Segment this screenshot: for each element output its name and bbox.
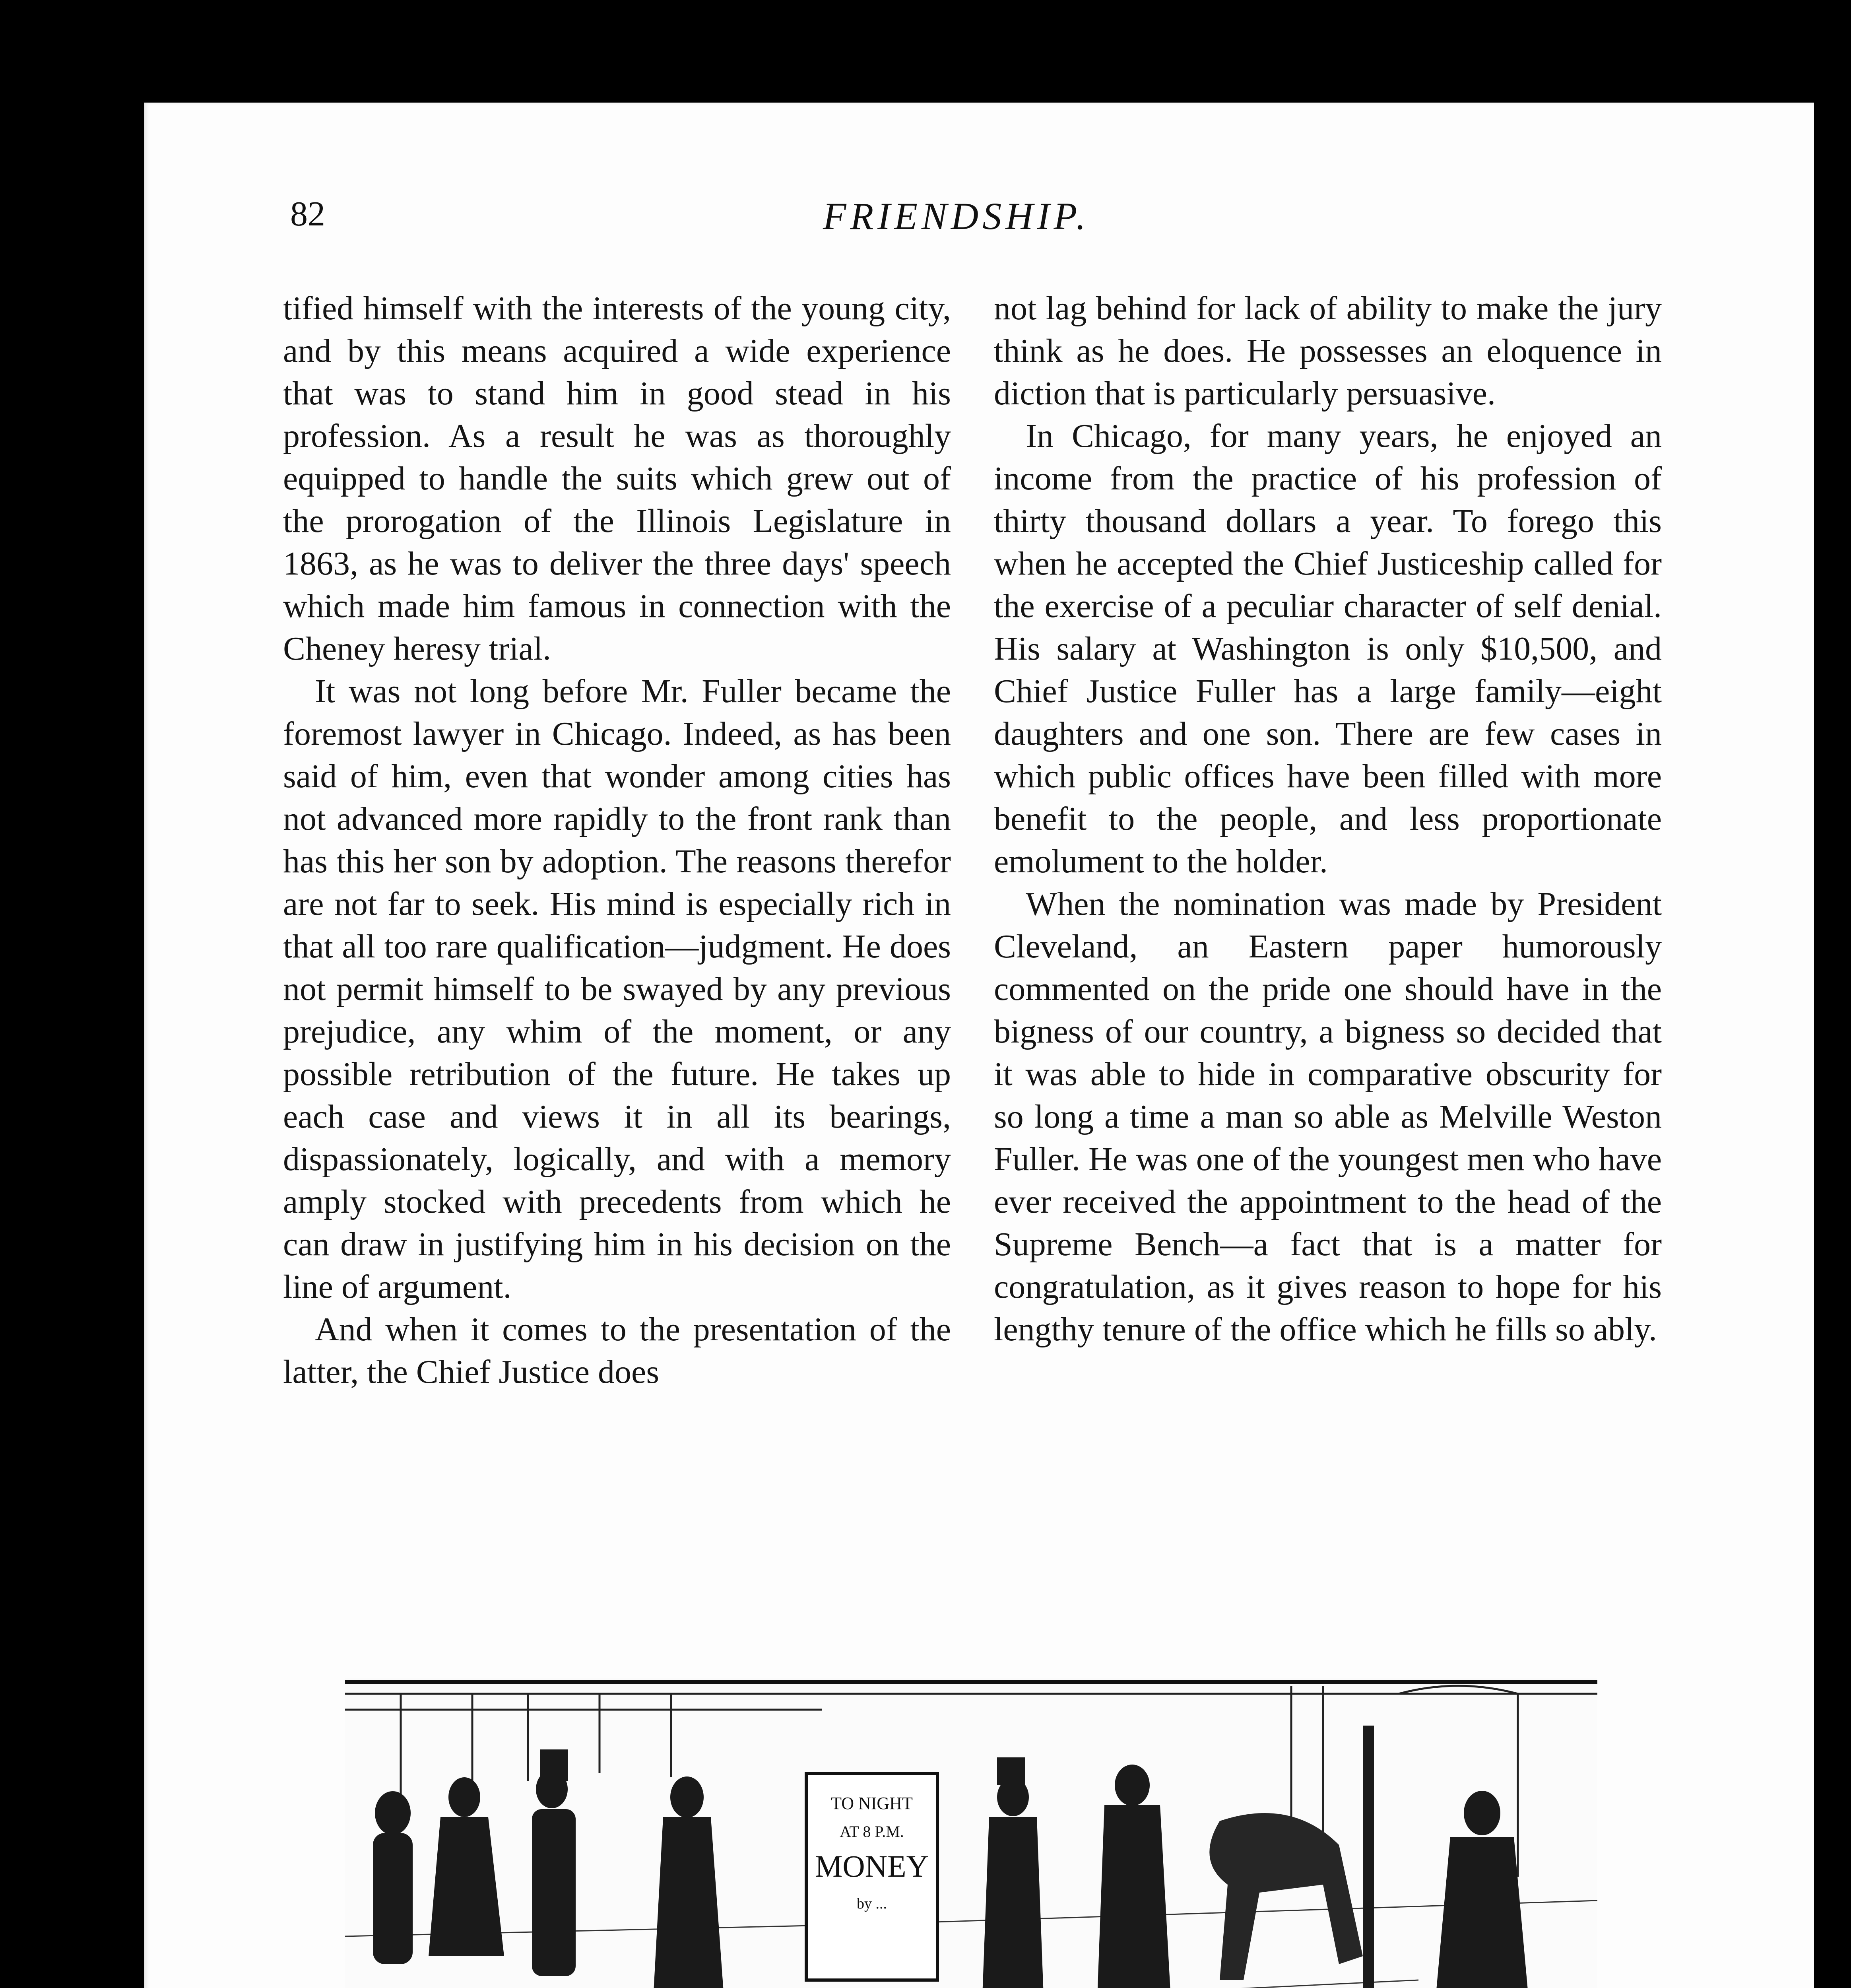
sign-text-4: by ... <box>857 1895 887 1912</box>
right-column <box>994 287 1662 1351</box>
sign-text-1: TO NIGHT <box>831 1794 913 1813</box>
paragraph: It was not long before Mr. Fuller became the foremost lawyer in Chicago. Indeed, as has been said of him, even that wonder among cities has not advanced more rapidly to the front rank than has this her son by adoption. The reasons therefor are not far to seek. His mind is especially rich in that all too rare qualification—judgment. He does not permit himself to be swayed by any previous prejudice, any whim of the moment, or any possible retribution of the future. He takes up each case and views it in all its bearings, dispassionately, logically, and with a memory amply stocked with precedents from which he can draw in justifying him in his decision on the line of argument. <box>283 673 951 1305</box>
page-number: 82 <box>290 195 325 233</box>
paragraph: When the nomination was made by President Cleveland, an Eastern paper humorously commented on the pride one should have in the bigness of our country, a bigness so decided that it was able to hide in comparative obscurity for so long a time a man so able as Melville Weston Fuller. He was one of the youngest men who have ever received the appointment to the head of the Supreme Bench—a fact that is a matter for congratulation, as it gives reason to hope for his lengthy tenure of the office which he fills so ably. <box>994 885 1662 1348</box>
street-scene-illustration <box>345 1678 1597 1988</box>
running-title: FRIENDSHIP. <box>823 195 1090 237</box>
paragraph: tified himself with the interests of the young city, and by this means acquired a wide experience that was to stand him in good stead in his profession. As a result he was as thoroughly equipped to handle the suits which grew out of the prorogation of the Illinois Legislature in 1863, as he was to deliver the three days' speech which made him famous in connection with the Cheney heresy trial. <box>283 290 951 667</box>
paragraph: In Chicago, for many years, he enjoyed an income from the practice of his profession of thirty thousand dollars a year. To forego this when he accepted the Chief Justiceship called for the exercise of a peculiar character of self denial. His salary at Washington is only $10,500, and Chief Justice Fuller has a large family—eight daughters and one son. There are few cases in which public offices have been filled with more benefit to the people, and less proportionate emolument to the holder. <box>994 417 1662 880</box>
paragraph: not lag behind for lack of ability to make the jury think as he does. He possesses an eloquence in diction that is particularly persuasive. <box>994 290 1662 412</box>
paragraph: And when it comes to the presentation of the latter, the Chief Justice does <box>283 1311 951 1390</box>
sign-text-3: MONEY <box>815 1849 929 1883</box>
left-column <box>283 287 951 1393</box>
sign-text-2: AT 8 P.M. <box>840 1823 904 1840</box>
